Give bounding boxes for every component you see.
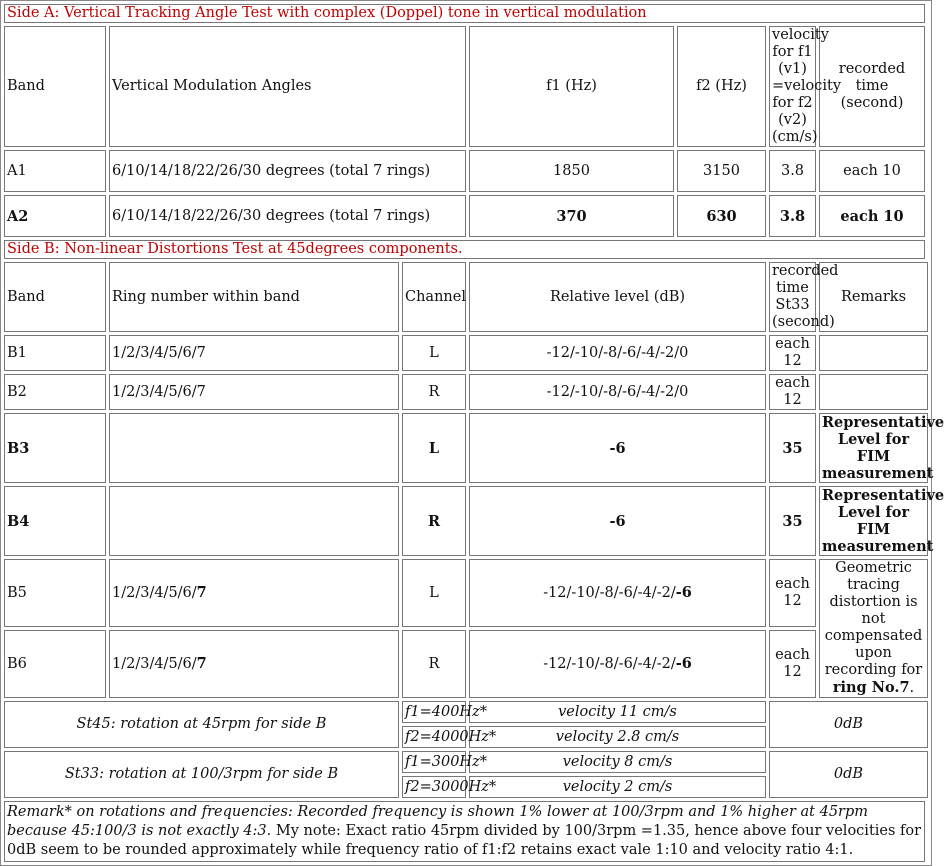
channel-cell: L: [402, 413, 466, 483]
band-cell: B3: [4, 413, 106, 483]
time-cell: each 12: [769, 630, 816, 698]
level-cell: -6: [469, 486, 766, 556]
rings-prefix: 1/2/3/4/5/6/: [112, 585, 197, 601]
remark-ring-no7: ring No.7: [832, 679, 910, 696]
f1-cell: 1850: [469, 150, 674, 192]
rotation-row-st33: [4, 751, 928, 773]
time-cell: 35: [769, 486, 816, 556]
table-row: [4, 486, 928, 556]
st33-label: St33: rotation at 100/3rpm for side B: [4, 751, 399, 798]
time-cell: each 10: [819, 150, 925, 192]
table-row: [4, 630, 928, 698]
table-row: [4, 150, 928, 192]
level-cell: [469, 630, 766, 698]
header-relative-level: Relative level (dB): [469, 262, 766, 332]
band-cell: A1: [4, 150, 106, 192]
st33-f1-velocity: velocity 8 cm/s: [469, 751, 766, 773]
time-cell: each 12: [769, 559, 816, 627]
velocity-cell: 3.8: [769, 150, 816, 192]
remark-cell: Representative Level for FIM measurement: [819, 413, 928, 483]
f1-cell: 370: [469, 195, 674, 237]
header-recorded-time-st33: recorded time St33 (second): [769, 262, 816, 332]
header-remarks: Remarks: [819, 262, 928, 332]
band-cell: B1: [4, 335, 106, 371]
rings-cell: 1/2/3/4/5/6/7: [109, 374, 399, 410]
time-cell: each 12: [769, 374, 816, 410]
band-cell: B6: [4, 630, 106, 698]
header-velocity: velocity for f1 (v1) =velocity for f2 (v2) (cm/s): [769, 26, 816, 147]
angles-cell: 6/10/14/18/22/26/30 degrees (total 7 rings): [109, 150, 466, 192]
table-row: [4, 413, 928, 483]
level-cell: -12/-10/-8/-6/-4/-2/0: [469, 335, 766, 371]
side-a-title: Side A: Vertical Tracking Angle Test with complex (Doppel) tone in vertical modulation: [4, 4, 925, 23]
rings-cell: 1/2/3/4/5/6/7: [109, 335, 399, 371]
channel-cell: R: [402, 630, 466, 698]
table-row: [4, 335, 928, 371]
st45-f1-velocity: velocity 11 cm/s: [469, 701, 766, 723]
st33-f2: f2=3000Hz*: [402, 776, 466, 798]
channel-cell: R: [402, 486, 466, 556]
st33-f2-velocity: velocity 2 cm/s: [469, 776, 766, 798]
level-cell: -6: [469, 413, 766, 483]
remark-cell: Representative Level for FIM measurement: [819, 486, 928, 556]
st45-f2: f2=4000Hz*: [402, 726, 466, 748]
header-f2: f2 (Hz): [677, 26, 766, 147]
remark-cell: [819, 335, 928, 371]
rotation-row-st45: [4, 701, 928, 723]
remark-text: Geometric tracing distortion is not compensated upon recording for: [824, 560, 923, 678]
st33-level: 0dB: [769, 751, 928, 798]
channel-cell: L: [402, 335, 466, 371]
level-cell: [469, 559, 766, 627]
st33-f1: f1=300Hz*: [402, 751, 466, 773]
time-cell: each 12: [769, 335, 816, 371]
table-row: [4, 374, 928, 410]
header-band: Band: [4, 26, 106, 147]
remark-note: My note: Exact ratio 45rpm divided by 100/3rpm =1.35, hence above four velocities for 0dB seem to be rounded approximately while frequency ratio of f1:f2 retains exact vale 1:10 and velocity ratio 4:1.: [7, 823, 922, 858]
rings-cell: [109, 630, 399, 698]
header-recorded-time: recorded time (second): [819, 26, 925, 147]
velocity-cell: 3.8: [769, 195, 816, 237]
table-row: [4, 195, 928, 237]
channel-cell: R: [402, 374, 466, 410]
angles-cell: 6/10/14/18/22/26/30 degrees (total 7 rings): [109, 195, 466, 237]
header-channel: Channel: [402, 262, 466, 332]
rings-cell: [109, 486, 399, 556]
band-cell: B5: [4, 559, 106, 627]
time-cell: each 10: [819, 195, 925, 237]
level-prefix: -12/-10/-8/-6/-4/-2/: [543, 656, 676, 672]
header-f1: f1 (Hz): [469, 26, 674, 147]
rings-cell: [109, 559, 399, 627]
geometric-tracing-remark: [819, 559, 928, 698]
side-b-title: Side B: Non-linear Distortions Test at 45degrees components.: [4, 240, 925, 259]
remark-italic: Remark* on rotations and frequencies: Recorded frequency is shown 1% lower at 100/3rpm and 1% higher at 45rpm because 45:100/3 is not exactly 4:3.: [7, 804, 869, 839]
f2-cell: 3150: [677, 150, 766, 192]
band-cell: B2: [4, 374, 106, 410]
level-prefix: -12/-10/-8/-6/-4/-2/: [543, 585, 676, 601]
st45-f1: f1=400Hz*: [402, 701, 466, 723]
st45-label: St45: rotation at 45rpm for side B: [4, 701, 399, 748]
remark-suffix: .: [909, 680, 915, 696]
st45-f2-velocity: velocity 2.8 cm/s: [469, 726, 766, 748]
rings-prefix: 1/2/3/4/5/6/: [112, 656, 197, 672]
st45-level: 0dB: [769, 701, 928, 748]
level-cell: -12/-10/-8/-6/-4/-2/0: [469, 374, 766, 410]
remark-cell: [819, 374, 928, 410]
rings-cell: [109, 413, 399, 483]
rings-last: 7: [196, 655, 207, 672]
header-ring-number: Ring number within band: [109, 262, 399, 332]
table-row: [4, 559, 928, 627]
header-band: Band: [4, 262, 106, 332]
header-vertical-angles: Vertical Modulation Angles: [109, 26, 466, 147]
level-last: -6: [675, 655, 692, 672]
rings-last: 7: [196, 584, 207, 601]
remark-paragraph: [4, 801, 925, 862]
time-cell: 35: [769, 413, 816, 483]
channel-cell: L: [402, 559, 466, 627]
band-cell: A2: [4, 195, 106, 237]
level-last: -6: [675, 584, 692, 601]
f2-cell: 630: [677, 195, 766, 237]
band-cell: B4: [4, 486, 106, 556]
